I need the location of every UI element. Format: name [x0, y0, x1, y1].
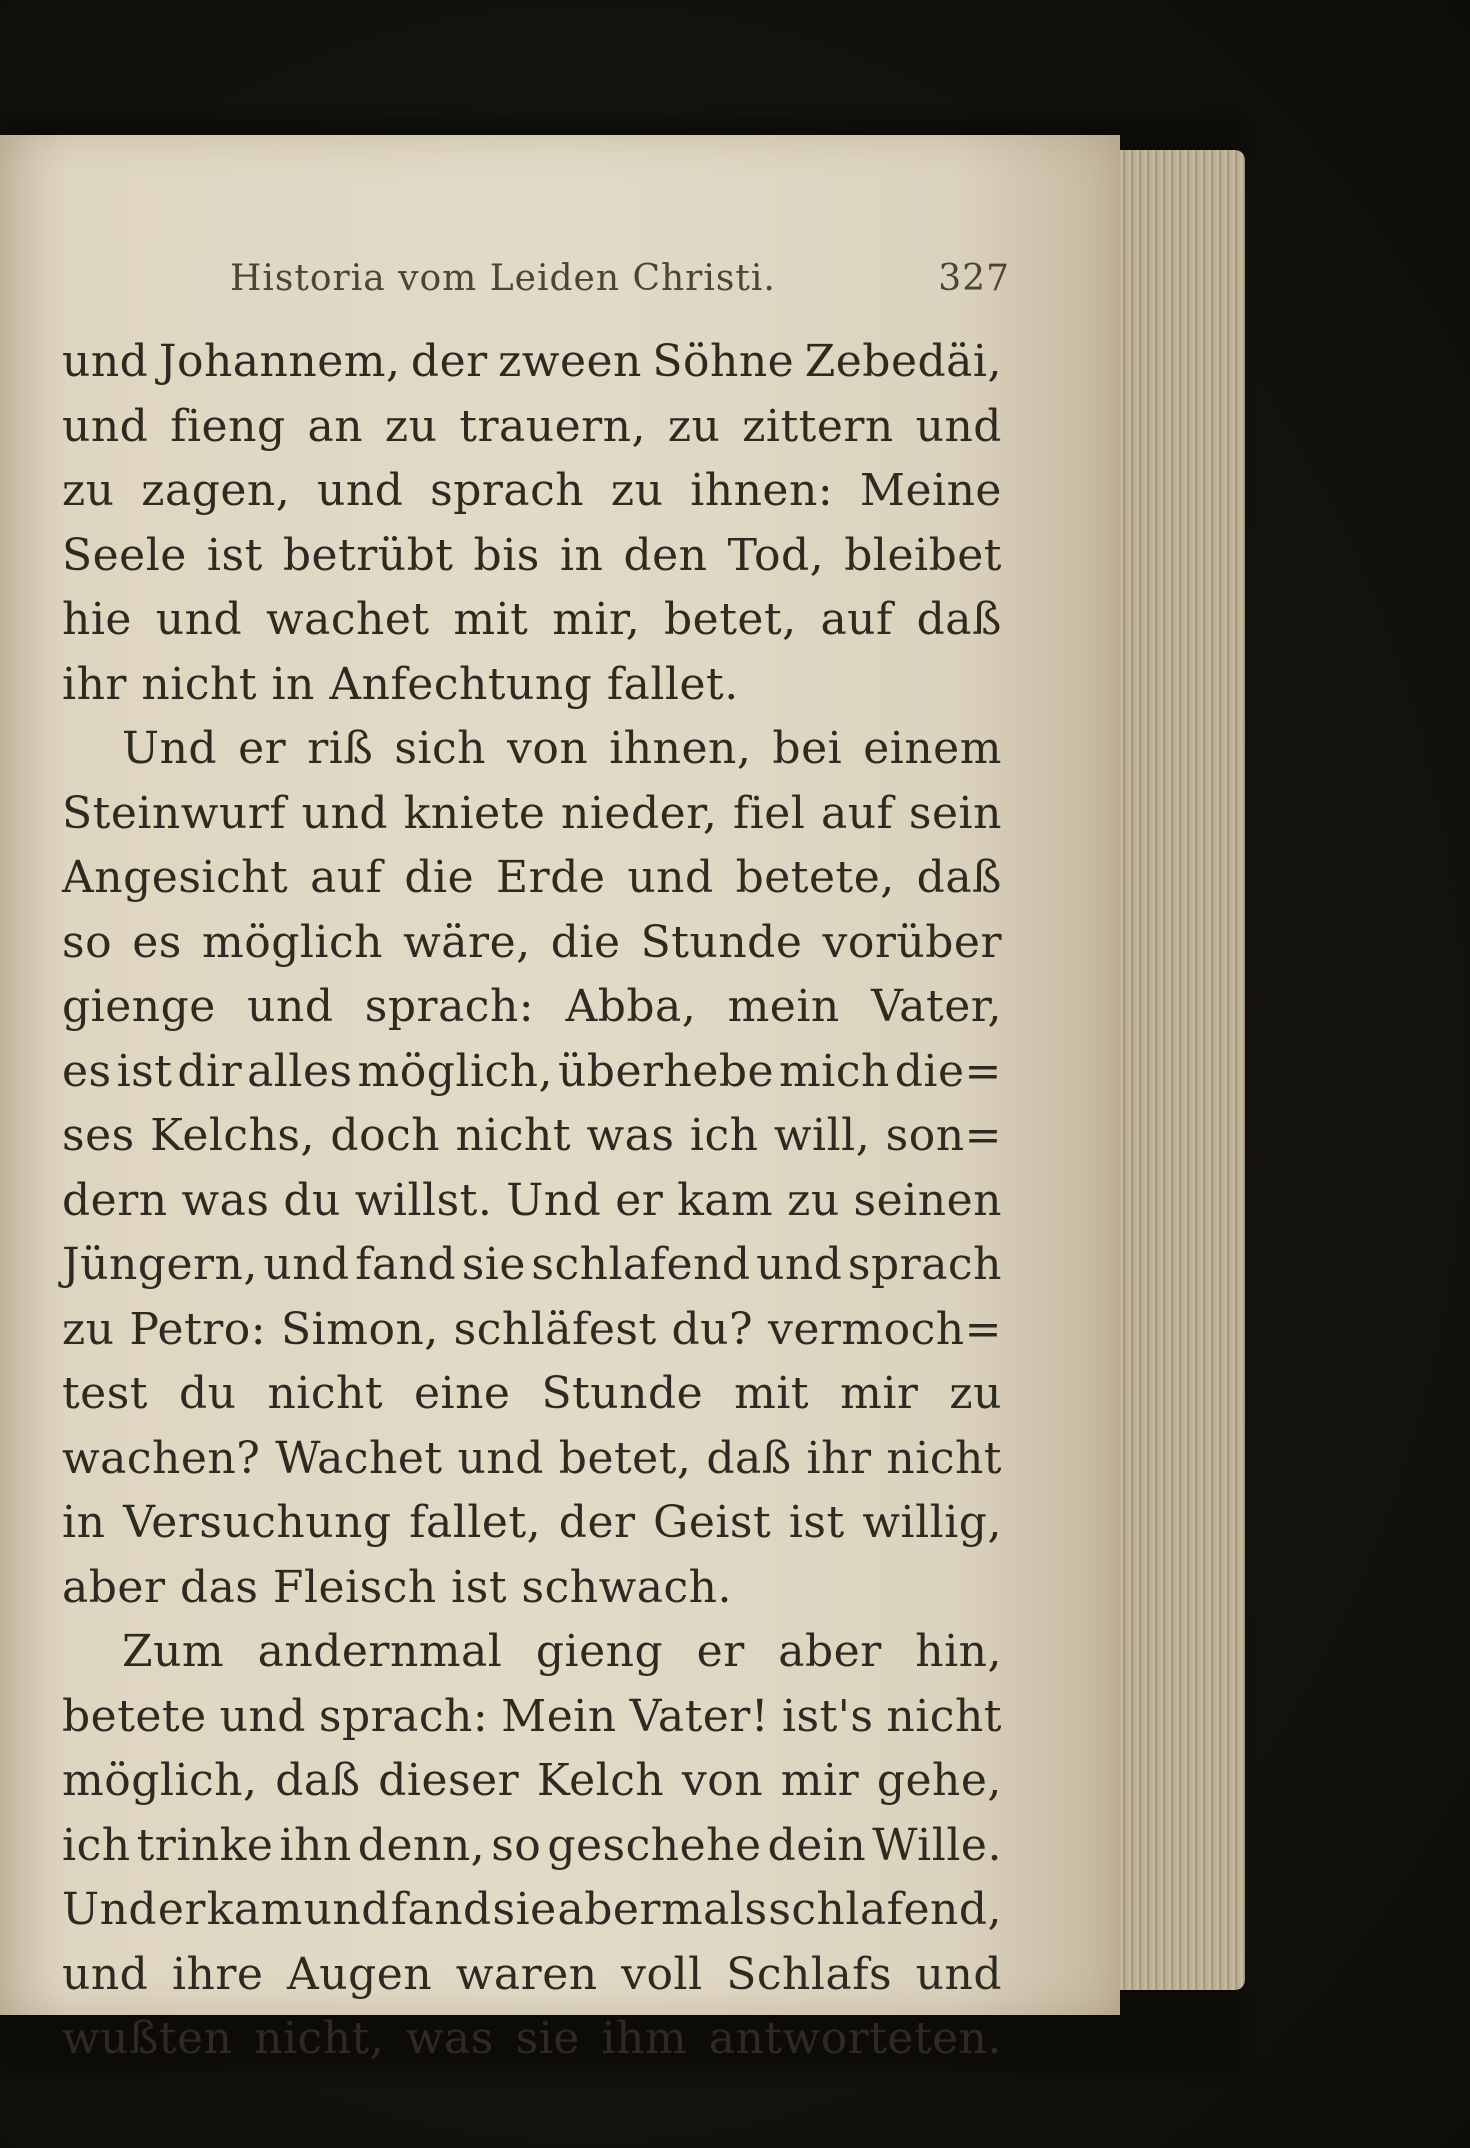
- word: bleibet: [844, 529, 1002, 581]
- word: zu: [610, 465, 664, 516]
- word: seinen: [853, 1174, 1002, 1226]
- word: nieder,: [561, 787, 718, 839]
- word: ihm: [601, 2013, 688, 2064]
- text-line: [62, 1878, 1002, 1943]
- word: in: [62, 1497, 106, 1548]
- word: kniete: [403, 787, 546, 839]
- text-line: [62, 1749, 1002, 1814]
- text-line: [62, 1169, 1002, 1234]
- word: Und: [506, 1174, 602, 1226]
- word: wäre,: [403, 916, 531, 968]
- word: ihre: [171, 1948, 264, 2000]
- text-line: [62, 1233, 1002, 1298]
- word: ses: [62, 1110, 135, 1161]
- word: trinke: [136, 1819, 274, 1871]
- word: der: [410, 336, 488, 387]
- text-line: [62, 975, 1002, 1040]
- word: zween: [498, 336, 642, 387]
- word: und: [303, 1884, 390, 1935]
- word: ihnen:: [690, 465, 834, 516]
- word: Angesicht: [62, 852, 289, 903]
- word: geschehe: [547, 1819, 762, 1871]
- word: du: [178, 1368, 237, 1419]
- word: zagen,: [141, 465, 291, 516]
- text-line: [62, 2007, 1002, 2072]
- word: was: [405, 2013, 494, 2064]
- word: die: [404, 852, 475, 903]
- word: Seele: [62, 529, 187, 581]
- word: hie: [62, 594, 132, 645]
- word: Vater!: [629, 1690, 769, 1742]
- word: es: [62, 1045, 112, 1097]
- word: betet,: [664, 594, 797, 645]
- word: Stunde: [640, 916, 803, 968]
- word: ist: [116, 1045, 173, 1097]
- word: wußten: [62, 2013, 233, 2064]
- word: und: [317, 465, 404, 516]
- word: dein: [767, 1819, 867, 1871]
- word: alles: [247, 1045, 353, 1097]
- word: zu: [384, 400, 438, 452]
- word: es: [132, 916, 182, 968]
- word: Kelchs,: [150, 1110, 315, 1161]
- word: betet,: [558, 1432, 692, 1484]
- word: trauern,: [459, 400, 646, 452]
- word: zu: [949, 1368, 1002, 1419]
- word: und: [219, 1690, 306, 1742]
- word: sprach: [847, 1239, 1002, 1290]
- word: fallet,: [409, 1497, 542, 1548]
- word: ihnen,: [609, 723, 752, 774]
- word: gieng: [535, 1626, 664, 1677]
- word: Und: [122, 723, 218, 774]
- word: Geist: [653, 1497, 772, 1548]
- text-line: [62, 1943, 1002, 2008]
- word: schlafend: [531, 1239, 751, 1290]
- word: test: [62, 1368, 148, 1419]
- word: mich: [779, 1045, 890, 1097]
- body-text: [62, 330, 1002, 2072]
- text-line: [62, 1814, 1002, 1879]
- word: fieng: [170, 400, 286, 452]
- word: er: [157, 1884, 206, 1935]
- word: ist's: [781, 1690, 874, 1742]
- word: riß: [307, 723, 374, 774]
- word: möglich: [201, 916, 383, 968]
- page-header: [230, 248, 1010, 308]
- word: ich: [62, 1819, 131, 1871]
- word: und: [301, 787, 389, 839]
- word: schlafend,: [768, 1884, 1002, 1935]
- word: und: [915, 1948, 1002, 2000]
- word: Simon,: [281, 1303, 439, 1355]
- word: Versuchung: [123, 1497, 392, 1548]
- text-line: [62, 588, 1002, 653]
- word: von: [681, 1755, 764, 1806]
- word: kam: [206, 1884, 303, 1935]
- word: möglich,: [357, 1045, 553, 1097]
- word: und: [915, 400, 1002, 452]
- word: auf: [820, 594, 893, 645]
- word: Schlafs: [726, 1948, 893, 2000]
- text-line: [62, 330, 1002, 395]
- text-line: ihr nicht in Anfechtung fallet.: [62, 658, 739, 710]
- word: ich: [689, 1110, 759, 1161]
- text-line: [62, 395, 1002, 460]
- word: daß: [706, 1432, 792, 1484]
- word: dieser: [378, 1755, 520, 1806]
- text-line: [62, 1491, 1002, 1556]
- word: doch: [330, 1110, 441, 1161]
- word: Zebedäi,: [804, 336, 1002, 387]
- word: Meine: [859, 465, 1002, 516]
- word: nicht: [886, 1432, 1002, 1484]
- word: Wachet: [275, 1432, 443, 1484]
- word: Jüngern,: [62, 1239, 258, 1290]
- word: wachen?: [62, 1432, 261, 1484]
- word: Söhne: [652, 336, 795, 387]
- word: auf: [820, 787, 894, 839]
- word: so: [62, 916, 113, 968]
- word: an: [307, 400, 364, 452]
- text-line: [62, 717, 1002, 782]
- word: Stunde: [541, 1368, 704, 1419]
- word: dern: [62, 1174, 168, 1226]
- word: Tod,: [727, 529, 825, 581]
- text-line: aber das Fleisch ist schwach.: [62, 1561, 732, 1613]
- word: mir: [780, 1755, 860, 1806]
- word: den: [623, 529, 708, 581]
- text-line: [62, 782, 1002, 847]
- word: ihr: [806, 1432, 872, 1484]
- word: Vater,: [871, 981, 1002, 1032]
- word: Kelch: [536, 1755, 665, 1806]
- word: bis: [473, 529, 540, 581]
- word: son=: [885, 1110, 1002, 1161]
- word: sprach:: [318, 1690, 489, 1742]
- word: und: [247, 981, 334, 1032]
- word: vermoch=: [768, 1303, 1002, 1355]
- word: Augen: [287, 1948, 433, 2000]
- word: dir: [177, 1045, 243, 1097]
- word: Und: [62, 1884, 158, 1935]
- word: wachet: [265, 594, 430, 645]
- word: aber: [778, 1626, 882, 1677]
- word: du?: [671, 1303, 754, 1355]
- page-number: 327: [938, 257, 1010, 299]
- word: waren: [455, 1948, 598, 2000]
- word: fiel: [732, 787, 806, 839]
- word: und: [62, 336, 149, 387]
- word: schläfest: [453, 1303, 657, 1355]
- word: daß: [916, 594, 1002, 645]
- word: er: [238, 723, 287, 774]
- word: zu: [667, 400, 721, 452]
- text-line: [62, 1040, 1002, 1105]
- word: hin,: [915, 1626, 1002, 1677]
- word: du: [283, 1174, 341, 1226]
- word: abermals: [557, 1884, 768, 1935]
- word: eine: [413, 1368, 511, 1419]
- text-line: [62, 846, 1002, 911]
- word: Abba,: [565, 981, 697, 1032]
- word: sie: [461, 1239, 526, 1290]
- word: von: [507, 723, 589, 774]
- word: vorüber: [822, 916, 1002, 968]
- word: Wille.: [872, 1819, 1002, 1871]
- word: gienge: [62, 981, 216, 1032]
- word: mir: [840, 1368, 919, 1419]
- word: nicht: [886, 1690, 1002, 1742]
- text-line: [62, 459, 1002, 524]
- word: sprach:: [364, 981, 535, 1032]
- word: überhebe: [557, 1045, 775, 1097]
- word: sie: [492, 1884, 557, 1935]
- text-line: [62, 1362, 1002, 1427]
- word: und: [263, 1239, 350, 1290]
- word: zittern: [742, 400, 894, 452]
- text-line: [62, 524, 1002, 589]
- word: antworteten.: [708, 2013, 1002, 2064]
- word: ihn: [279, 1819, 352, 1871]
- word: mit: [734, 1368, 810, 1419]
- word: nicht,: [254, 2013, 385, 2064]
- word: willst.: [354, 1174, 493, 1226]
- word: fand: [355, 1239, 457, 1290]
- word: sprach: [430, 465, 585, 516]
- word: Petro:: [129, 1303, 267, 1355]
- text-line: [62, 1298, 1002, 1363]
- word: daß: [275, 1755, 361, 1806]
- word: fand: [390, 1884, 492, 1935]
- word: ist: [788, 1497, 845, 1548]
- word: zu: [62, 465, 115, 516]
- word: was: [586, 1110, 675, 1161]
- word: und: [155, 594, 243, 645]
- word: die=: [894, 1045, 1002, 1097]
- word: einem: [863, 723, 1002, 774]
- text-line: [62, 1685, 1002, 1750]
- word: betrübt: [282, 529, 454, 581]
- word: und: [457, 1432, 544, 1484]
- word: Zum: [122, 1626, 225, 1677]
- word: nicht: [267, 1368, 384, 1419]
- word: gehe,: [876, 1755, 1002, 1806]
- word: und: [62, 1948, 149, 2000]
- word: und: [756, 1239, 843, 1290]
- word: zu: [62, 1303, 115, 1355]
- running-title: Historia vom Leiden Christi.: [230, 257, 776, 299]
- word: und: [627, 852, 714, 903]
- word: Erde: [496, 852, 606, 903]
- word: Steinwurf: [62, 787, 287, 839]
- word: voll: [621, 1948, 703, 2000]
- word: möglich,: [62, 1755, 258, 1806]
- word: betete,: [735, 852, 895, 903]
- word: die: [550, 916, 621, 968]
- word: betete: [62, 1690, 207, 1742]
- word: denn,: [357, 1819, 486, 1871]
- word: sein: [908, 787, 1002, 839]
- word: nicht: [455, 1110, 572, 1161]
- word: sich: [394, 723, 486, 774]
- word: was: [181, 1174, 270, 1226]
- word: andernmal: [257, 1626, 503, 1677]
- text-line: [62, 1620, 1002, 1685]
- word: willig,: [862, 1497, 1002, 1548]
- word: Johannem,: [158, 336, 401, 387]
- text-line: [62, 911, 1002, 976]
- word: bei: [772, 723, 843, 774]
- word: so: [491, 1819, 542, 1871]
- word: will,: [773, 1110, 871, 1161]
- word: mit: [453, 594, 529, 645]
- word: er: [615, 1174, 664, 1226]
- word: auf: [310, 852, 383, 903]
- word: er: [696, 1626, 745, 1677]
- word: mir,: [552, 594, 641, 645]
- word: mein: [727, 981, 840, 1032]
- word: Mein: [501, 1690, 617, 1742]
- word: zu: [787, 1174, 840, 1226]
- word: kam: [677, 1174, 774, 1226]
- word: daß: [916, 852, 1002, 903]
- word: der: [558, 1497, 636, 1548]
- word: in: [559, 529, 604, 581]
- text-line: [62, 1104, 1002, 1169]
- text-line: [62, 1427, 1002, 1492]
- word: ist: [206, 529, 263, 581]
- word: und: [62, 400, 149, 452]
- word: sie: [515, 2013, 580, 2064]
